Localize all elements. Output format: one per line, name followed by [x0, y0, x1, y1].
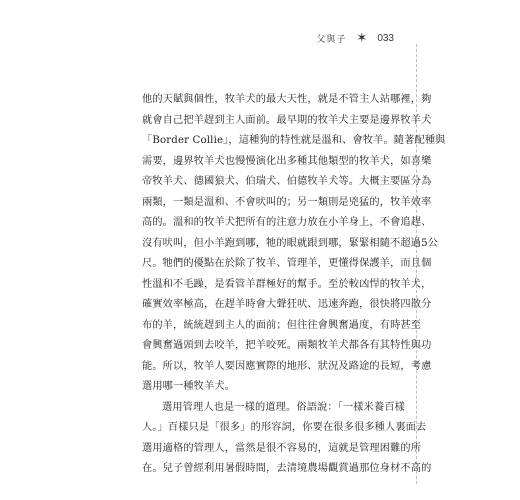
text-line: 能。所以，牧羊人要因應實際的地形、狀況及路途的長短，考慮	[142, 360, 432, 372]
text-line: 會興奮過頭到去咬羊，把羊咬死。兩類牧羊犬都各有其特性與功	[142, 340, 432, 351]
text-line: 他的天賦與個性，牧羊犬的最大天性，就是不管主人站哪裡，夠	[142, 94, 432, 105]
body-text	[142, 90, 446, 480]
text-line: 布的羊，統統趕到主人的面前；但往往會興奮過度，有時甚至	[142, 319, 422, 331]
text-line: 高的。溫和的牧羊犬把所有的注意力放在小羊身上，不會追趕、	[142, 217, 432, 228]
text-line: 選用哪一種牧羊犬。	[142, 381, 236, 392]
text-line: 就會自己把羊趕到主人面前。最早期的牧羊犬主要是邊界牧羊犬	[142, 114, 432, 126]
text-line: 「Border Collie」，這種狗的特性就是溫和、會牧羊。隨著配種與	[142, 135, 446, 146]
text-line: 兩類，一類是溫和、不會吠叫的；另一類則是兇猛的，牧羊效率	[142, 196, 432, 208]
text-line: 人。」百樣只是「很多」的形容詞，你要在很多很多種人裏面去	[142, 422, 427, 433]
text-line: 需要，邊界牧羊犬也慢慢演化出多種其他類型的牧羊犬，如喜樂	[142, 155, 432, 167]
text-line: 帝牧羊犬、德國狼犬、伯瑞犬、伯德牧羊犬等。大概主要區分為	[142, 176, 432, 187]
text-line: 選用適格的管理人，當然是很不容易的，這就是管理困難的所	[142, 442, 422, 454]
star-ornament-icon: ✶	[356, 31, 368, 46]
text-line-paragraph-start: 選用管理人也是一樣的道理。俗語說：「一樣米養百樣	[162, 401, 405, 413]
page-number: 033	[377, 33, 394, 44]
text-line: 確實效率極高，在趕羊時會大聲狂吠、迅速奔跑，很快將四散分	[142, 299, 432, 310]
text-line: 尺。牠們的優點在於除了牧羊、管理羊，更懂得保護羊，而且個	[142, 258, 432, 269]
section-title: 父與子	[316, 35, 347, 45]
text-line: 在。兒子曾經利用暑假時間，去清境農場觀賞過那位身材不高的	[142, 463, 432, 474]
text-line: 性溫和不毛躁，是看管羊群極好的幫手。至於較凶悍的牧羊犬，	[142, 278, 432, 290]
text-line: 沒有吠叫，但小羊跑到哪，牠的眼就跟到哪，緊緊相隨不超過5公	[142, 237, 439, 249]
running-header	[316, 32, 394, 45]
